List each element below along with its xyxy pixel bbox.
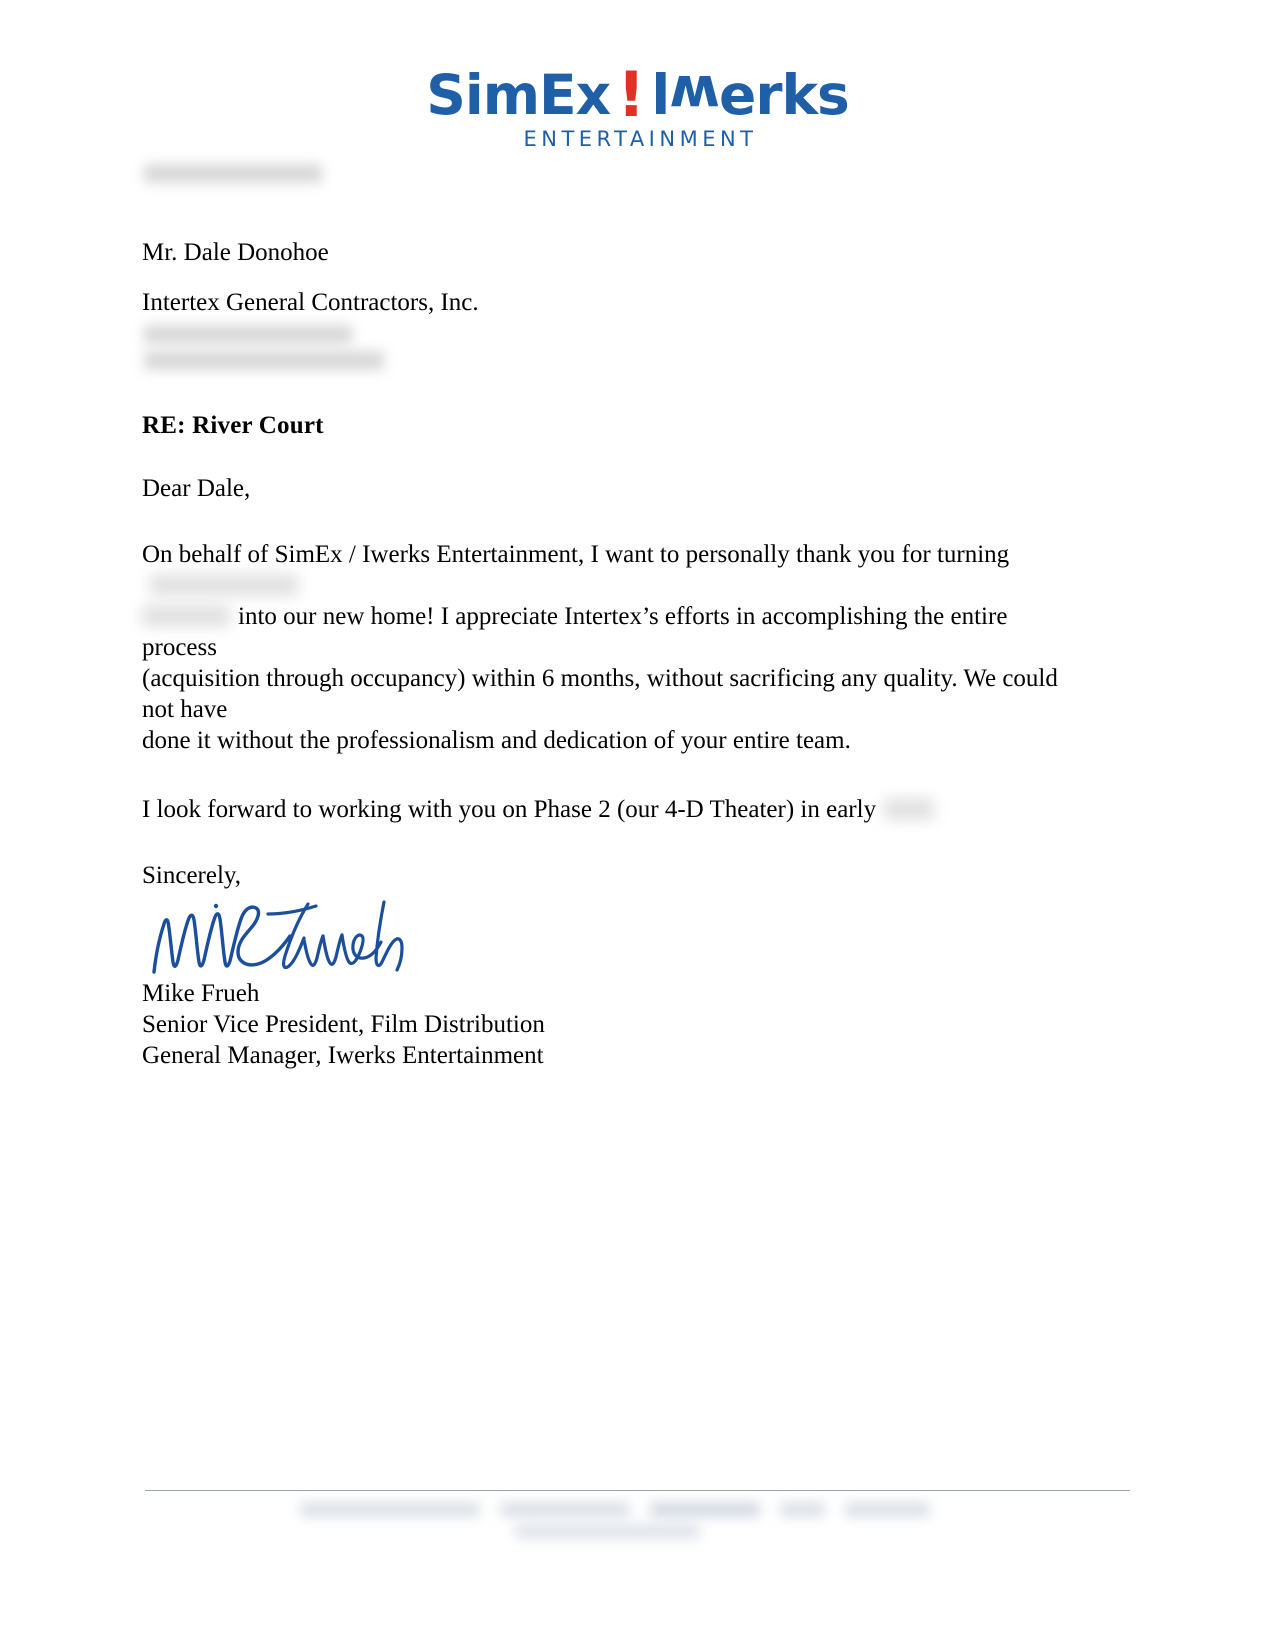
redaction-bar — [144, 351, 384, 370]
signer-title-line-1: Senior Vice President, Film Distribution — [142, 1011, 545, 1038]
redaction-bar — [884, 798, 934, 820]
body-p2-text-1: I look forward to working with you on Phase 2 (our 4-D Theater) in early — [142, 796, 877, 823]
redaction-bar — [150, 574, 298, 596]
spacer — [142, 438, 1072, 476]
salutation: Dear Dale, — [142, 475, 251, 502]
body-p1-text-4: done it without the professionalism and dedication of your entire team. — [142, 727, 851, 754]
spacer — [142, 825, 1072, 863]
footer-line-1-redacted — [0, 1500, 1275, 1522]
footer — [0, 1500, 1275, 1544]
recipient-address-line1-redacted — [142, 323, 1072, 349]
company-logo — [0, 58, 1275, 151]
redaction-bar — [515, 1524, 700, 1539]
logo-text-simex: SimEx — [426, 63, 611, 127]
recipient-company: Intertex General Contractors, Inc. — [142, 289, 479, 316]
letter-body — [142, 160, 1072, 1071]
redaction-bar — [144, 325, 352, 344]
letter-date-redacted — [142, 160, 1072, 190]
spacer — [142, 756, 1072, 794]
footer-divider — [145, 1490, 1130, 1491]
body-p1-text-2: into our new home! I appreciate Intertex’s efforts in accomplishing the entire process — [142, 603, 1008, 661]
logo-iwerks-w-glyph: w — [669, 63, 720, 127]
redaction-bar — [780, 1502, 825, 1517]
spacer — [142, 190, 1072, 240]
signer-title-line-2: General Manager, Iwerks Entertainment — [142, 1042, 544, 1069]
footer-line-2-redacted — [0, 1522, 1275, 1544]
recipient-address-line2-redacted — [142, 349, 1072, 375]
logo-wordmark — [426, 58, 849, 131]
redaction-bar — [142, 605, 230, 627]
subject-line: RE: River Court — [142, 412, 324, 439]
closing: Sincerely, — [142, 862, 242, 889]
redaction-bar — [500, 1502, 630, 1517]
logo-subtitle: ENTERTAINMENT — [523, 127, 758, 151]
spacer — [142, 501, 1072, 539]
logo-iwerks-pre: l — [651, 63, 670, 127]
logo-exclamation-icon: ! — [617, 58, 645, 131]
body-paragraph-1 — [142, 539, 1072, 756]
spacer — [142, 375, 1072, 413]
logo-text-iwerks — [651, 63, 848, 127]
redaction-bar — [144, 164, 322, 183]
body-p1-text-1: On behalf of SimEx / Iwerks Entertainment, I want to personally thank you for turning — [142, 541, 1010, 568]
signer-name: Mike Frueh — [142, 980, 260, 1007]
recipient-name: Mr. Dale Donohoe — [142, 239, 329, 266]
body-p1-text-3: (acquisition through occupancy) within 6 months, without sacrificing any quality. We could not have — [142, 665, 1058, 723]
redaction-bar — [650, 1502, 760, 1517]
body-paragraph-2 — [142, 794, 1072, 825]
handwritten-signature — [148, 896, 1078, 976]
redaction-bar — [845, 1502, 930, 1517]
redaction-bar — [300, 1502, 480, 1517]
logo-iwerks-post: erks — [719, 63, 849, 127]
